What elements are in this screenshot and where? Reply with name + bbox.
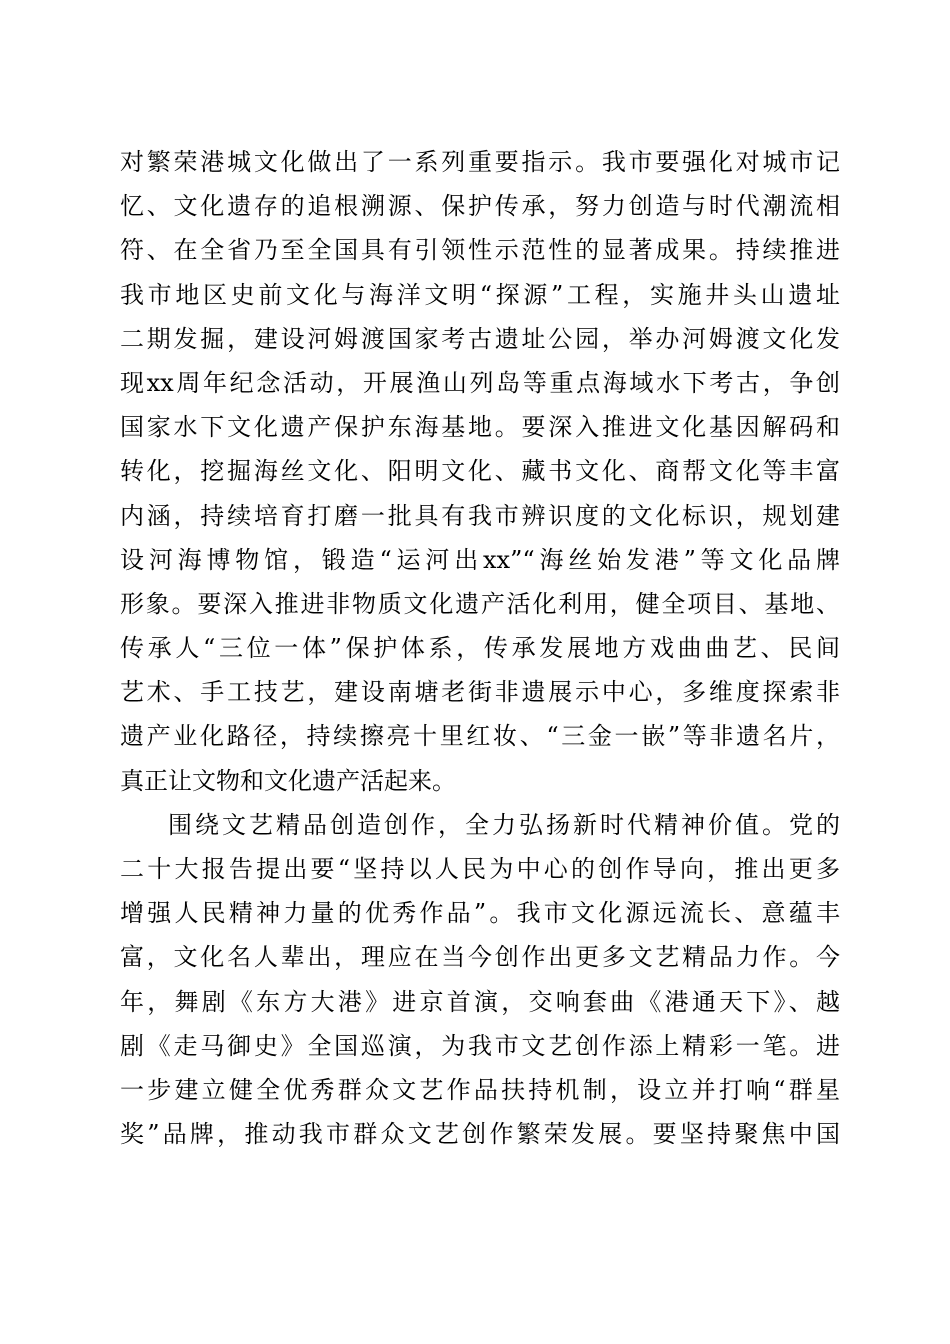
text-line: 对繁荣港城文化做出了一系列重要指示。我市要强化对城市记 <box>120 148 840 176</box>
text-line: 符、在全省乃至全国具有引领性示范性的显著成果。持续推进 <box>120 236 840 265</box>
text-line: 一步建立健全优秀群众文艺作品扶持机制，设立并打响“群星 <box>120 1075 840 1104</box>
text-line: 形象。要深入推进非物质文化遗产活化利用，健全项目、基地、 <box>120 589 840 618</box>
text-line: 剧《走马御史》全国巡演，为我市文艺创作添上精彩一笔。进 <box>120 1031 840 1060</box>
text-line: 真正让文物和文化遗产活起来。 <box>120 766 456 795</box>
text-line: 遗产业化路径，持续擦亮十里红妆、“三金一嵌”等非遗名片， <box>120 722 840 751</box>
text-line: 增强人民精神力量的优秀作品”。我市文化源远流长、意蕴丰 <box>120 899 840 928</box>
text-line: 年，舞剧《东方大港》进京首演，交响套曲《港通天下》、越 <box>120 987 840 1016</box>
text-line: 二十大报告提出要“坚持以人民为中心的创作导向，推出更多 <box>120 855 840 883</box>
text-line: 忆、文化遗存的追根溯源、保护传承，努力创造与时代潮流相 <box>120 192 840 221</box>
text-line: 设河海博物馆，锻造“运河出xx”“海丝始发港”等文化品牌 <box>120 545 840 574</box>
text-line: 传承人“三位一体”保护体系，传承发展地方戏曲曲艺、民间 <box>120 634 840 663</box>
body-text <box>120 140 840 1156</box>
text-line: 转化，挖掘海丝文化、阳明文化、藏书文化、商帮文化等丰富 <box>120 457 840 486</box>
text-line: 内涵，持续培育打磨一批具有我市辨识度的文化标识，规划建 <box>120 501 840 530</box>
text-line: 围绕文艺精品创造创作，全力弘扬新时代精神价值。党的 <box>168 810 840 839</box>
text-line: 现xx周年纪念活动，开展渔山列岛等重点海域水下考古，争创 <box>120 368 840 397</box>
text-line: 艺术、手工技艺，建设南塘老街非遗展示中心，多维度探索非 <box>120 678 840 707</box>
text-line: 我市地区史前文化与海洋文明“探源”工程，实施井头山遗址 <box>120 280 840 309</box>
text-line: 二期发掘，建设河姆渡国家考古遗址公园，举办河姆渡文化发 <box>120 324 840 353</box>
text-line: 奖”品牌，推动我市群众文艺创作繁荣发展。要坚持聚焦中国 <box>120 1120 840 1149</box>
text-line: 国家水下文化遗产保护东海基地。要深入推进文化基因解码和 <box>120 413 840 442</box>
text-line: 富，文化名人辈出，理应在当今创作出更多文艺精品力作。今 <box>120 943 840 972</box>
